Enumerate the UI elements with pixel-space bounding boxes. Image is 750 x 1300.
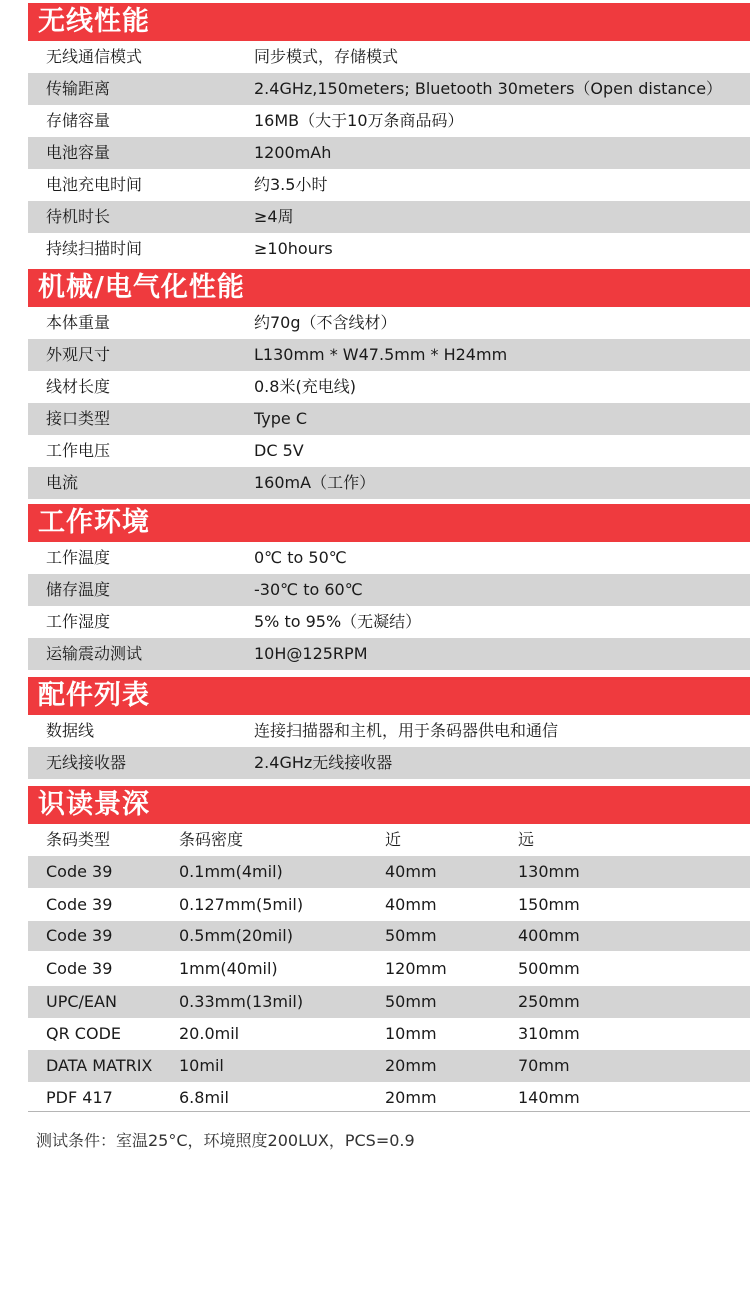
table-cell: 1mm(40mil) [179,959,278,978]
depth-table-header [28,824,750,856]
table-cell: 50mm [385,926,437,945]
column-header: 远 [518,830,535,849]
table-row [28,1082,750,1114]
spec-row [28,542,750,574]
table-cell: 500mm [518,959,580,978]
spec-value: 5% to 95%（无凝结） [254,612,422,631]
spec-key: 电池容量 [46,143,111,162]
accessories-section [28,677,750,779]
spec-value: 16MB（大于10万条商品码） [254,111,464,130]
spec-key: 工作湿度 [46,612,111,631]
spec-row [28,169,750,201]
table-cell: 50mm [385,992,437,1011]
spec-key: 传输距离 [46,79,111,98]
table-row [28,1050,750,1082]
column-header: 条码类型 [46,830,111,849]
spec-value: 1200mAh [254,143,332,162]
spec-row [28,137,750,169]
table-cell: 250mm [518,992,580,1011]
table-cell: Code 39 [46,862,113,881]
table-row [28,856,750,888]
table-row [28,1018,750,1050]
table-cell: 0.5mm(20mil) [179,926,293,945]
wireless-section [28,3,750,265]
spec-value: ≥10hours [254,239,333,258]
section-title-depth: 识读景深 [28,786,750,824]
spec-value: L130mm * W47.5mm * H24mm [254,345,508,364]
spec-value: -30℃ to 60℃ [254,580,363,599]
spec-value: 连接扫描器和主机，用于条码器供电和通信 [254,721,559,740]
table-cell: 400mm [518,926,580,945]
spec-row [28,339,750,371]
spec-key: 工作温度 [46,548,111,567]
table-cell: 40mm [385,895,437,914]
table-cell: 150mm [518,895,580,914]
section-title-accessories: 配件列表 [28,677,750,715]
spec-value: ≥4周 [254,207,294,226]
spec-key: 线材长度 [46,377,111,396]
spec-value: 2.4GHz,150meters; Bluetooth 30meters（Open distance） [254,79,723,98]
table-cell: 40mm [385,862,437,881]
spec-value: 约70g（不含线材） [254,313,397,332]
spec-value: 10H@125RPM [254,644,368,663]
section-title-mechanical: 机械/电气化性能 [28,269,750,307]
spec-key: 无线接收器 [46,753,127,772]
spec-row [28,403,750,435]
table-cell: 10mil [179,1056,224,1075]
spec-row [28,467,750,499]
spec-key: 电流 [46,473,79,492]
spec-key: 电池充电时间 [46,175,143,194]
table-cell: Code 39 [46,895,113,914]
table-cell: 20.0mil [179,1024,240,1043]
depth-of-field-section [28,786,750,1114]
spec-key: 工作电压 [46,441,111,460]
spec-row [28,747,750,779]
spec-key: 无线通信模式 [46,47,143,66]
table-cell: 130mm [518,862,580,881]
spec-value: 0.8米(充电线) [254,377,356,396]
spec-key: 外观尺寸 [46,345,111,364]
spec-row [28,73,750,105]
table-cell: 120mm [385,959,447,978]
spec-key: 本体重量 [46,313,111,332]
environment-section [28,504,750,670]
table-bottom-divider [28,1111,750,1112]
spec-row [28,371,750,403]
spec-row [28,606,750,638]
table-cell: DATA MATRIX [46,1056,153,1075]
table-row [28,951,750,986]
spec-value: 约3.5小时 [254,175,328,194]
spec-key: 数据线 [46,721,95,740]
mechanical-section [28,269,750,499]
table-cell: Code 39 [46,926,113,945]
table-cell: QR CODE [46,1024,121,1043]
spec-key: 待机时长 [46,207,111,226]
table-cell: PDF 417 [46,1088,113,1107]
section-title-wireless: 无线性能 [28,3,750,41]
spec-row [28,715,750,747]
spec-row [28,574,750,606]
spec-key: 运输震动测试 [46,644,143,663]
spec-row [28,233,750,265]
spec-row [28,435,750,467]
test-conditions-note: 测试条件：室温25°C，环境照度200LUX，PCS=0.9 [36,1131,415,1150]
table-cell: 6.8mil [179,1088,229,1107]
table-cell: UPC/EAN [46,992,117,1011]
spec-value: 同步模式，存储模式 [254,47,399,66]
spec-key: 储存温度 [46,580,111,599]
spec-row [28,201,750,233]
table-cell: 10mm [385,1024,437,1043]
spec-row [28,105,750,137]
table-cell: Code 39 [46,959,113,978]
spec-row [28,307,750,339]
spec-key: 存储容量 [46,111,111,130]
table-cell: 20mm [385,1088,437,1107]
spec-value: Type C [254,409,308,428]
spec-row [28,638,750,670]
table-row [28,986,750,1018]
table-cell: 0.1mm(4mil) [179,862,283,881]
table-cell: 140mm [518,1088,580,1107]
table-cell: 70mm [518,1056,570,1075]
table-cell: 20mm [385,1056,437,1075]
spec-row [28,41,750,73]
section-title-environment: 工作环境 [28,504,750,542]
table-cell: 0.33mm(13mil) [179,992,304,1011]
spec-value: 160mA（工作） [254,473,376,492]
table-cell: 0.127mm(5mil) [179,895,304,914]
column-header: 近 [385,830,402,849]
spec-key: 持续扫描时间 [46,239,143,258]
spec-key: 接口类型 [46,409,111,428]
column-header: 条码密度 [179,830,244,849]
spec-value: 0℃ to 50℃ [254,548,347,567]
table-row [28,921,750,951]
spec-value: 2.4GHz无线接收器 [254,753,393,772]
spec-value: DC 5V [254,441,304,460]
table-row [28,888,750,921]
table-cell: 310mm [518,1024,580,1043]
